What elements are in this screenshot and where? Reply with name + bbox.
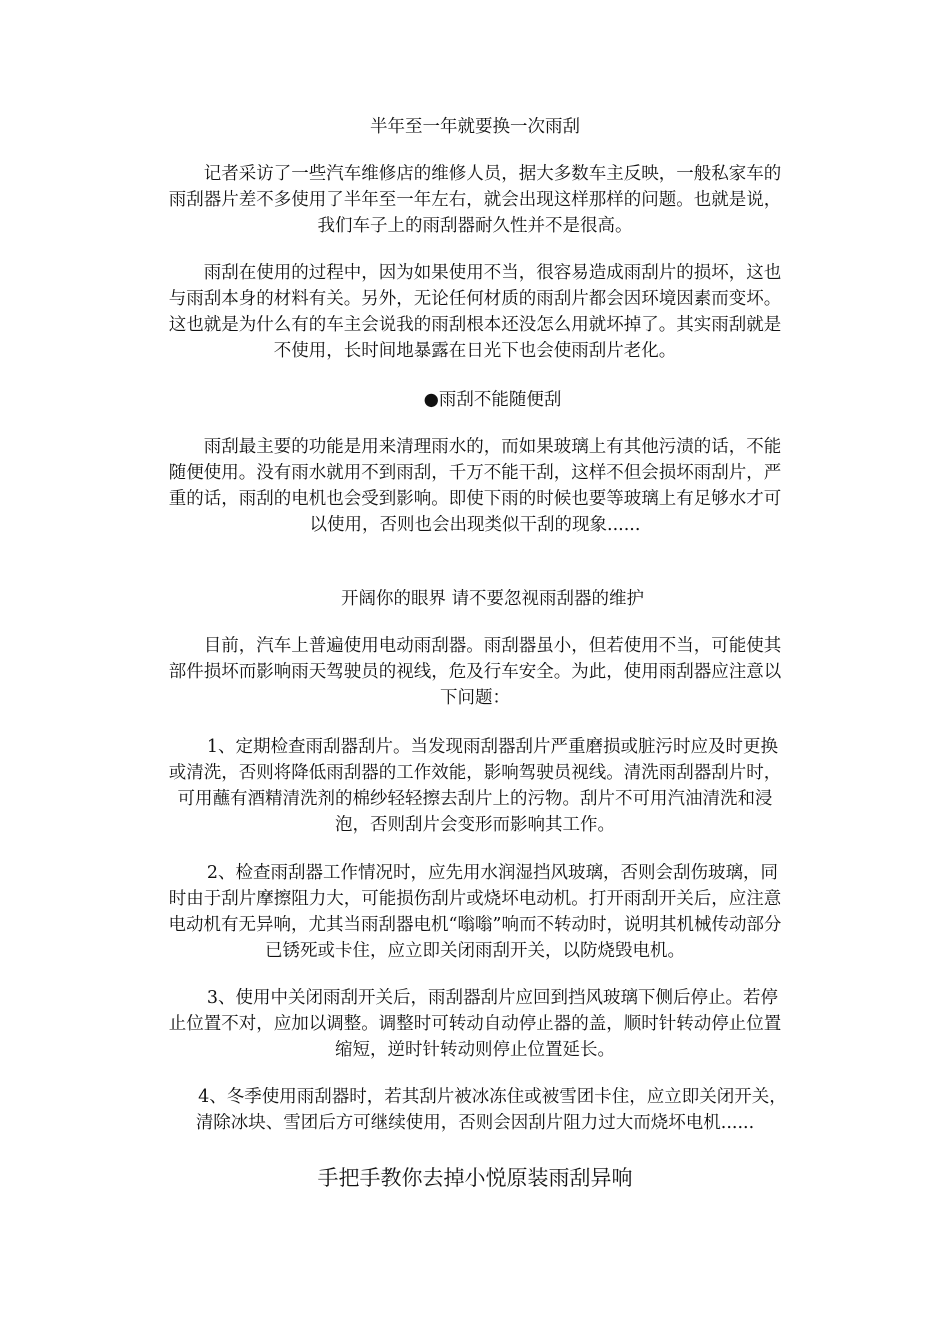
- paragraph-line: 缩短，逆时针转动则停止位置延长。: [335, 1040, 615, 1060]
- paragraph-line: 以使用，否则也会出现类似干刮的现象......: [309, 515, 641, 535]
- paragraph-line: 1、定期检查雨刮器刮片。当发现雨刮器刮片严重磨损或脏污时应及时更换: [171, 737, 779, 757]
- paragraph-line: 可用蘸有酒精清洗剂的棉纱轻轻擦去刮片上的污物。刮片不可用汽油清洗和浸: [177, 789, 773, 809]
- paragraph-electric-wiper: [140, 633, 810, 711]
- paragraph-line: 或清洗，否则将降低雨刮器的工作效能，影响驾驶员视线。清洗雨刮器刮片时，: [168, 763, 782, 783]
- paragraph-line: 电动机有无异响，尤其当雨刮器电机“嗡嗡”响而不转动时，说明其机械传动部分: [168, 915, 782, 935]
- paragraph-line: 我们车子上的雨刮器耐久性并不是很高。: [317, 216, 633, 236]
- paragraph-line: 重的话，雨刮的电机也会受到影响。即使下雨的时候也要等玻璃上有足够水才可: [168, 489, 782, 509]
- paragraph-replacement-frequency: [140, 161, 810, 239]
- subheading-text: ●雨刮不能随便刮: [388, 390, 562, 410]
- paragraph-line: 止位置不对，应加以调整。调整时可转动自动停止器的盖，顺时针转动停止位置: [168, 1014, 782, 1034]
- paragraph-line: 2、检查雨刮器工作情况时，应先用水润湿挡风玻璃，否则会刮伤玻璃，同: [171, 863, 779, 883]
- paragraph-line: 泡，否则刮片会变形而影响其工作。: [335, 815, 615, 835]
- paragraph-line: 与雨刮本身的材料有关。另外，无论任何材质的雨刮片都会因环境因素而变坏。: [168, 289, 782, 309]
- paragraph-line: 4、冬季使用雨刮器时，若其刮片被冰冻住或被雪团卡住，应立即关闭开关，: [163, 1087, 787, 1107]
- paragraph-line: 雨刮器片差不多使用了半年至一年左右，就会出现这样那样的问题。也就是说，: [168, 190, 782, 210]
- final-heading: [140, 1164, 810, 1192]
- final-heading-text: 手把手教你去掉小悦原装雨刮异响: [317, 1166, 633, 1190]
- list-item-3: [140, 985, 810, 1063]
- article-title-text: 半年至一年就要换一次雨刮: [370, 117, 580, 137]
- article-title: [140, 114, 810, 140]
- list-item-1: [140, 734, 810, 838]
- paragraph-line: 下问题：: [440, 688, 510, 708]
- paragraph-line: 记者采访了一些汽车维修店的维修人员，据大多数车主反映，一般私家车的: [168, 164, 782, 184]
- paragraph-line: 已锈死或卡住，应立即关闭雨刮开关，以防烧毁电机。: [265, 941, 685, 961]
- paragraph-wiper-damage: [140, 260, 810, 364]
- paragraph-line: 不使用，长时间地暴露在日光下也会使雨刮片老化。: [273, 341, 677, 361]
- subheading-maintenance: [140, 586, 810, 612]
- paragraph-line: 这也就是为什么有的车主会说我的雨刮根本还没怎么用就坏掉了。其实雨刮就是: [168, 315, 782, 335]
- paragraph-line: 随便使用。没有雨水就用不到雨刮，千万不能干刮，这样不但会损坏雨刮片，严: [168, 463, 782, 483]
- paragraph-line: 目前，汽车上普遍使用电动雨刮器。雨刮器虽小，但若使用不当，可能使其: [168, 636, 782, 656]
- paragraph-line: 部件损坏而影响雨天驾驶员的视线，危及行车安全。为此，使用雨刮器应注意以: [168, 662, 782, 682]
- paragraph-wiper-function: [140, 434, 810, 538]
- paragraph-line: 清除冰块、雪团后方可继续使用，否则会因刮片阻力过大而烧坏电机......: [195, 1113, 755, 1133]
- paragraph-line: 雨刮在使用的过程中，因为如果使用不当，很容易造成雨刮片的损坏，这也: [168, 263, 782, 283]
- paragraph-line: 时由于刮片摩擦阻力大，可能损伤刮片或烧坏电动机。打开雨刮开关后，应注意: [168, 889, 782, 909]
- subheading-no-dry-wipe: [140, 387, 810, 413]
- list-item-2: [140, 860, 810, 964]
- subheading-text: 开阔你的眼界 请不要忽视雨刮器的维护: [305, 589, 645, 609]
- paragraph-line: 雨刮最主要的功能是用来清理雨水的，而如果玻璃上有其他污渍的话，不能: [168, 437, 782, 457]
- list-item-4: [140, 1084, 810, 1136]
- paragraph-line: 3、使用中关闭雨刮开关后，雨刮器刮片应回到挡风玻璃下侧后停止。若停: [171, 988, 779, 1008]
